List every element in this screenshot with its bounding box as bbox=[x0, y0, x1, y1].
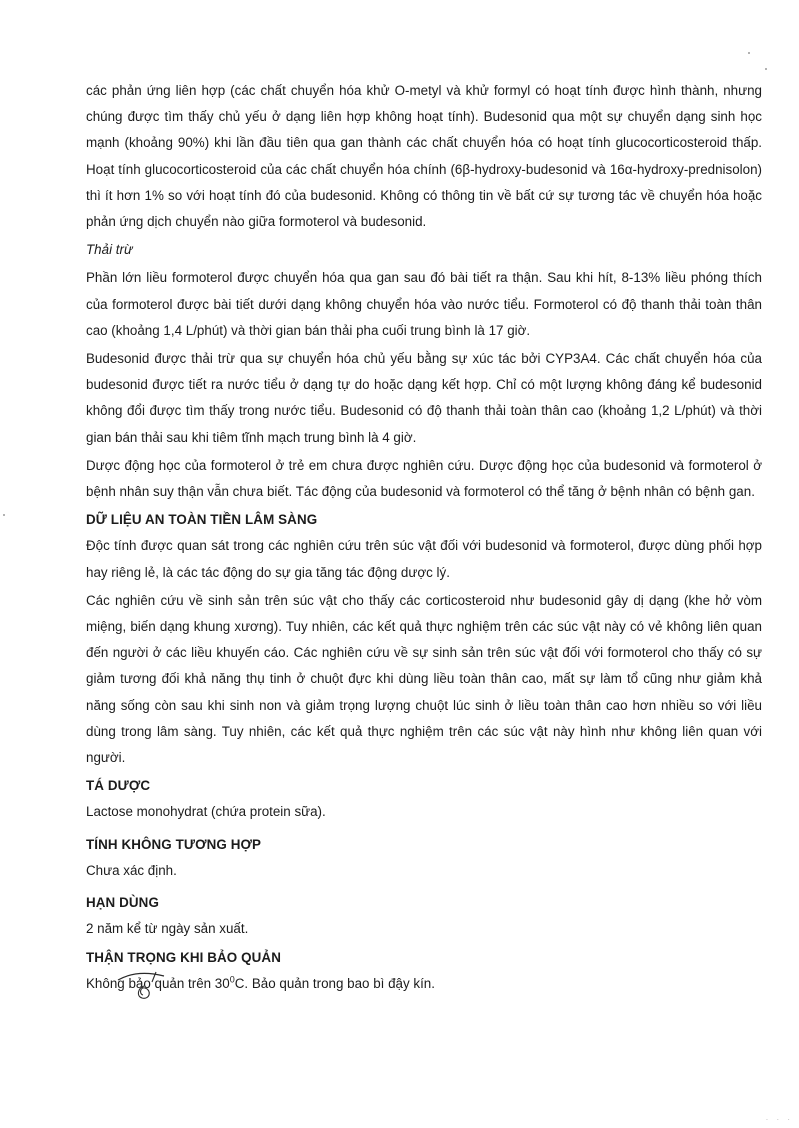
preclinical-paragraph-1: Độc tính được quan sát trong các nghiên cứu trên súc vật đối với budesonid và formoterol, được dùng phối hợp hay riêng lẻ, là các tác động do sự gia tăng tác động dược lý. bbox=[86, 538, 762, 580]
storage-text-after: C. Bảo quản trong bao bì đậy kín. bbox=[234, 975, 435, 991]
elimination-paragraph-3: Dược động học của formoterol ở trẻ em chưa được nghiên cứu. Dược động học của budesonid và formoterol ở bệnh nhân suy thận vẫn chưa biết. Tác động của budesonid và formoterol có thể tăng ở bệnh nhân có bệnh gan. bbox=[86, 457, 762, 500]
incompatibility-text: Chưa xác định. bbox=[86, 862, 177, 878]
storage-text-before: Không bảo quản trên 30 bbox=[86, 975, 230, 991]
shelf-life-heading: HẠN DÙNG bbox=[86, 895, 159, 911]
storage-text bbox=[86, 971, 762, 997]
degree-superscript: 0 bbox=[229, 974, 235, 985]
scan-speck bbox=[765, 68, 767, 70]
scan-speck bbox=[748, 52, 750, 54]
document-page bbox=[86, 78, 762, 999]
elimination-heading: Thải trừ bbox=[86, 242, 133, 258]
storage-heading: THẬN TRỌNG KHI BẢO QUẢN bbox=[86, 949, 281, 965]
preclinical-paragraph-2: Các nghiên cứu về sinh sản trên súc vật cho thấy các corticosteroid như budesonid gây dị dạng (khe hở vòm miệng, biến dạng khung xương). Tuy nhiên, các kết quả thực nghiệm trên các súc vật này có vẻ không liên quan đến người ở các liều khuyến cáo. Các nghiên cứu về sự sinh sản trên súc vật đối với formoterol cho thấy có sự giảm tương đối khả năng thụ tinh ở chuột đực khi dùng liều toàn thân cao, mất sự làm tổ cũng như giảm khả năng sống còn sau khi sinh non và giảm trọng lượng chuột lúc sinh ở liều toàn thân cao hơn nhiều so với liều dùng trong lâm sàng. Tuy nhiên, các kết quả thực nghiệm trên các súc vật này hình như không liên quan với người. bbox=[86, 592, 762, 766]
scan-speck bbox=[3, 514, 5, 516]
metabolism-paragraph: các phản ứng liên hợp (các chất chuyển hóa khử O-metyl và khử formyl có hoạt tính được hình thành, nhưng chúng được tìm thấy chủ yếu ở dạng liên hợp không hoạt tính). Budesonid qua một sự chuyển dạng sinh học mạnh (khoảng 90%) khi lần đầu tiên qua gan thành các chất chuyển hóa có hoạt tính glucocorticosteroid thấp. Hoạt tính glucocorticosteroid của các chất chuyển hóa chính (6β-hydroxy-budesonid và 16α-hydroxy-prednisolon) thì ít hơn 1% so với hoạt tính đó của budesonid. Không có thông tin về bất cứ sự tương tác về chuyển hóa hoặc phản ứng dịch chuyển nào giữa formoterol và budesonid. bbox=[86, 83, 762, 230]
incompatibility-heading: TÍNH KHÔNG TƯƠNG HỢP bbox=[86, 836, 262, 852]
preclinical-heading: DỮ LIỆU AN TOÀN TIỀN LÂM SÀNG bbox=[86, 512, 318, 528]
excipients-heading: TÁ DƯỢC bbox=[86, 778, 151, 794]
elimination-paragraph-2: Budesonid được thải trừ qua sự chuyển hóa chủ yếu bằng sự xúc tác bởi CYP3A4. Các chất chuyển hóa của budesonid được tiết ra nước tiểu ở dạng tự do hoặc dạng kết hợp. Chỉ có một lượng không đáng kể budesonid không đổi được tìm thấy trong nước tiểu. Budesonid có độ thanh thải toàn thân cao (khoảng 1,2 L/phút) và thời gian bán thải sau khi tiêm tĩnh mạch trung bình là 4 giờ. bbox=[86, 351, 762, 445]
shelf-life-text: 2 năm kể từ ngày sản xuất. bbox=[86, 921, 249, 937]
excipients-text: Lactose monohydrat (chứa protein sữa). bbox=[86, 804, 326, 820]
scan-edge-marks: · · · bbox=[765, 1115, 793, 1124]
handwritten-scribble-mark bbox=[112, 966, 172, 1014]
elimination-paragraph-1: Phần lớn liều formoterol được chuyển hóa qua gan sau đó bài tiết ra thận. Sau khi hít, 8-13% liều phóng thích của formoterol được bài tiết dưới dạng không chuyển hóa vào nước tiểu. Formoterol có độ thanh thải toàn thân cao (khoảng 1,4 L/phút) và thời gian bán thải pha cuối trung bình là 17 giờ. bbox=[86, 270, 762, 338]
